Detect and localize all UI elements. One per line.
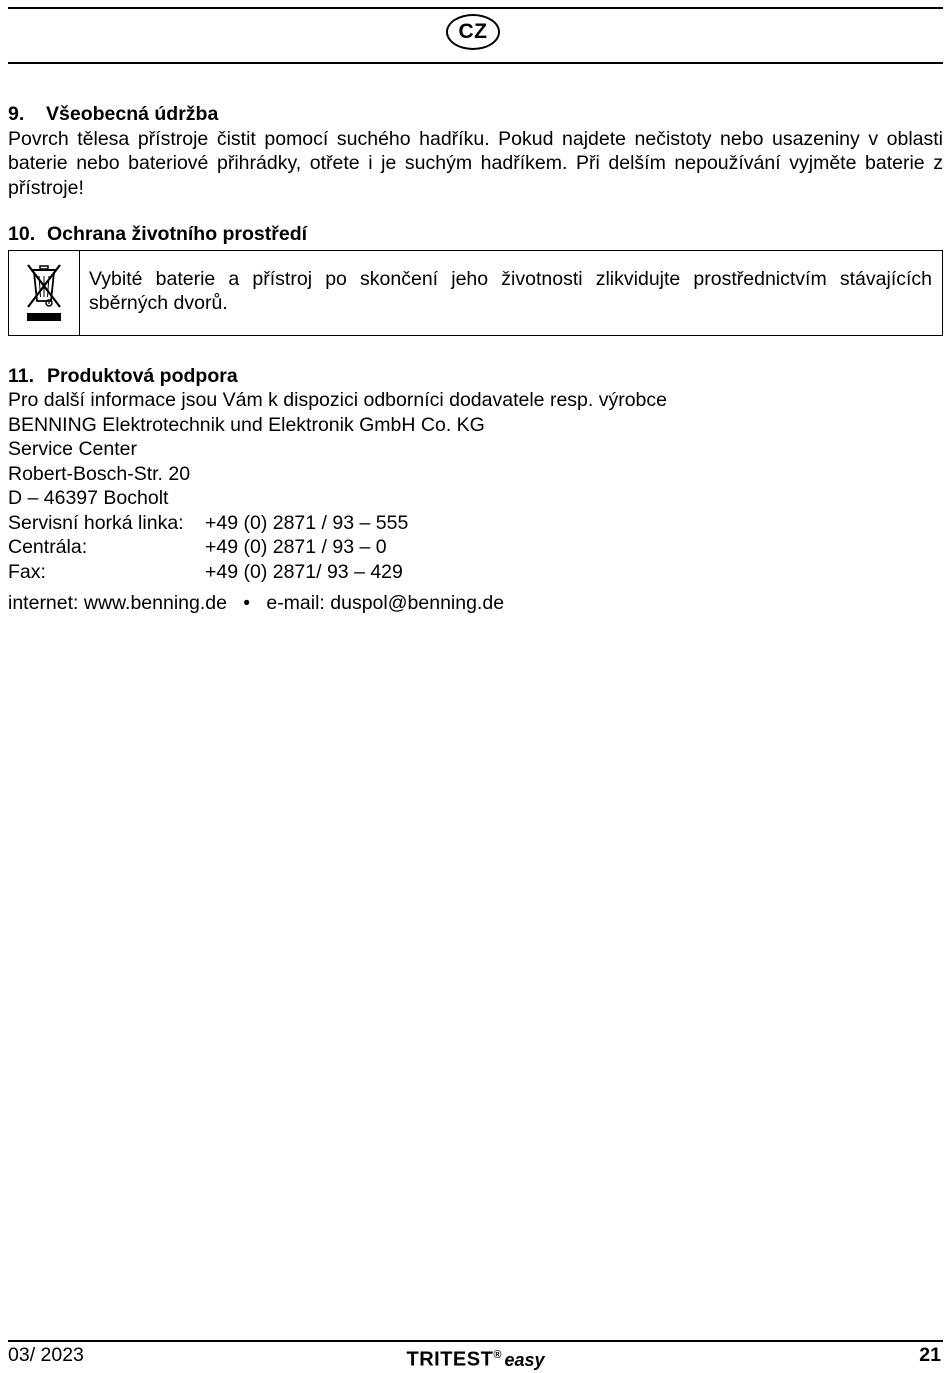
- phone-value: +49 (0) 2871 / 93 – 555: [205, 511, 409, 534]
- header-top-rule: [8, 7, 943, 9]
- phone-row-central: [8, 535, 943, 560]
- phone-label: Fax:: [8, 560, 46, 583]
- header-bottom-rule: [8, 62, 943, 64]
- street-address: Robert-Bosch-Str. 20: [8, 462, 191, 485]
- section-title: Všeobecná údržba: [46, 103, 219, 125]
- weee-crossed-bin-icon: [24, 261, 64, 325]
- model-name: easy: [504, 1349, 545, 1370]
- phone-label: Centrála:: [8, 536, 88, 558]
- footer-brand: [8, 1343, 943, 1372]
- disposal-note-text: Vybité baterie a přístroj po skončení jeho životnosti zlikvidujte prostřednictvím stávajících sběrných dvorů.: [89, 267, 932, 314]
- company-name: BENNING Elektrotechnik und Elektronik GmbH Co. KG: [8, 413, 485, 436]
- section-number: 9.: [8, 103, 25, 125]
- note-icon-cell: [9, 251, 80, 335]
- section-general-maintenance: [8, 102, 943, 200]
- website-link[interactable]: internet: www.benning.de: [8, 592, 227, 614]
- page-content: [8, 102, 943, 638]
- page-footer: [8, 1343, 943, 1369]
- section-environment: [8, 222, 943, 336]
- phone-label: Servisní horká linka:: [8, 511, 184, 534]
- footer-rule: [8, 1340, 943, 1342]
- email-link[interactable]: e-mail: duspol@benning.de: [266, 592, 505, 614]
- footer-date: 03/ 2023: [8, 1344, 84, 1366]
- phone-value: +49 (0) 2871/ 93 – 429: [205, 560, 403, 583]
- section-heading: [8, 364, 943, 389]
- section-body: Povrch tělesa přístroje čistit pomocí suchého hadříku. Pokud najdete nečistoty nebo usazeniny v oblasti baterie nebo bateriové přihrádky, otřete i je suchým hadříkem. Při delším nepoužívání vyjměte baterie z přístroje!: [8, 127, 943, 199]
- city-address: D – 46397 Bocholt: [8, 487, 169, 509]
- page-number: 21: [919, 1344, 941, 1366]
- section-number: 11.: [8, 364, 35, 387]
- section-title: Produktová podpora: [47, 364, 238, 387]
- separator-bullet: •: [243, 592, 251, 614]
- service-center: Service Center: [8, 438, 137, 460]
- support-line: Pro další informace jsou Vám k dispozici odborníci dodavatele resp. výrobce: [8, 389, 667, 411]
- language-badge: CZ: [446, 14, 500, 50]
- brand-name: TRITEST: [406, 1348, 494, 1371]
- section-heading: [8, 102, 943, 127]
- phone-value: +49 (0) 2871 / 93 – 0: [205, 536, 387, 558]
- section-title: Ochrana životního prostředí: [47, 223, 308, 245]
- disposal-note-box: [8, 250, 943, 336]
- section-product-support: [8, 364, 943, 616]
- phone-row-fax: [8, 560, 943, 585]
- section-heading: [8, 222, 943, 247]
- section-number: 10.: [8, 223, 36, 245]
- phone-row-hotline: [8, 511, 943, 536]
- contact-line: [8, 591, 943, 616]
- support-address: [8, 388, 943, 511]
- registered-mark: ®: [493, 1349, 502, 1361]
